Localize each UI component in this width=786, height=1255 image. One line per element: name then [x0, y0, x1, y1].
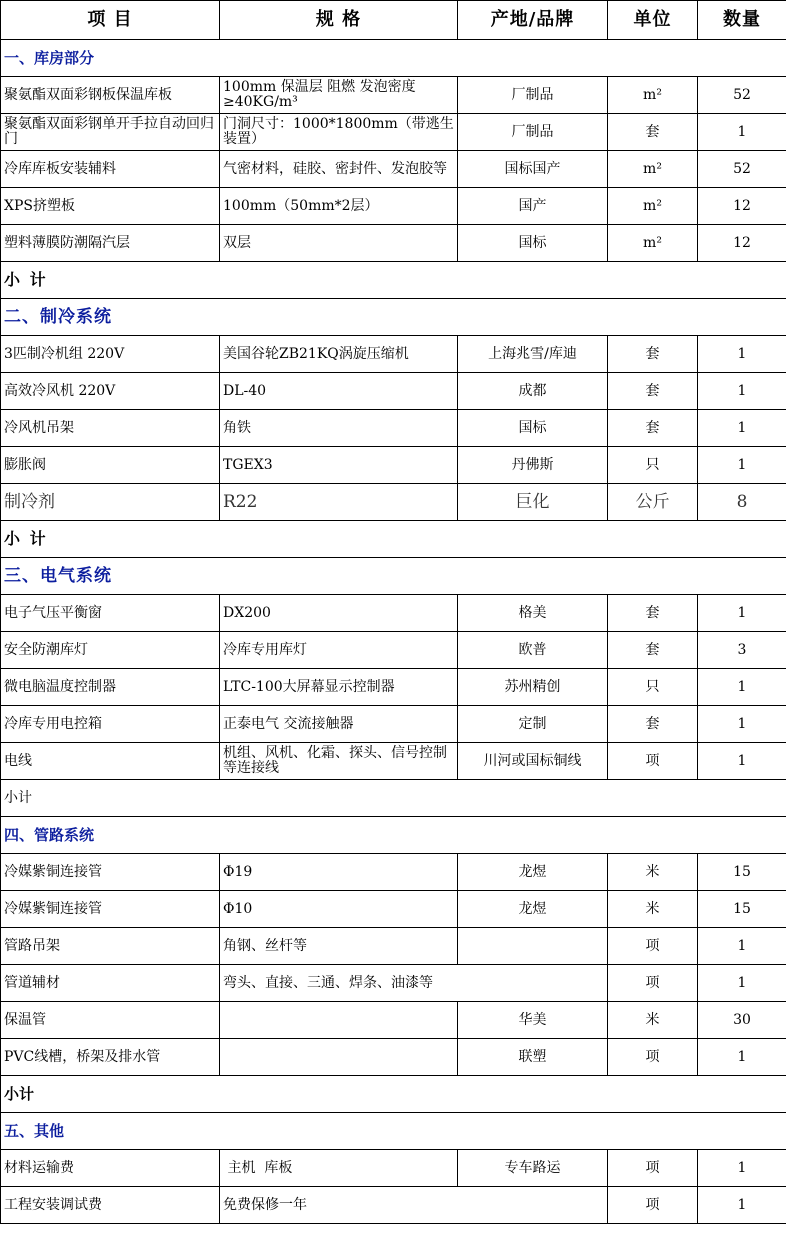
cell-item: 冷媒紫铜连接管	[1, 854, 220, 891]
cell-item: 冷库库板安装辅料	[1, 151, 220, 188]
cell-item: 高效冷风机 220V	[1, 373, 220, 410]
table-row	[1, 151, 786, 188]
cell-unit: 项	[608, 965, 698, 1002]
header-spec: 规 格	[220, 1, 458, 40]
subtotal-label: 小 计	[1, 262, 786, 299]
cell-item: 冷库专用电控箱	[1, 706, 220, 743]
cell-spec: Φ10	[220, 891, 458, 928]
cell-unit: 项	[608, 1150, 698, 1187]
cell-qty: 1	[698, 410, 786, 447]
cell-spec: Φ19	[220, 854, 458, 891]
table-row	[1, 706, 786, 743]
header-unit: 单位	[608, 1, 698, 40]
cell-spec: 主机 库板	[220, 1150, 458, 1187]
table-row	[1, 595, 786, 632]
cell-spec: 100mm（50mm*2层）	[220, 188, 458, 225]
cell-unit: m²	[608, 188, 698, 225]
cell-unit: 公斤	[608, 484, 698, 521]
cell-unit: 米	[608, 891, 698, 928]
table-row	[1, 928, 786, 965]
cell-qty: 1	[698, 706, 786, 743]
cell-qty: 15	[698, 854, 786, 891]
table-row	[1, 373, 786, 410]
cell-qty: 1	[698, 447, 786, 484]
cell-spec: R22	[220, 484, 458, 521]
cell-unit: 项	[608, 1039, 698, 1076]
table-row	[1, 743, 786, 780]
subtotal-row	[1, 1076, 786, 1113]
cell-spec: 机组、风机、化霜、探头、信号控制等连接线	[220, 743, 458, 780]
subtotal-label: 小 计	[1, 521, 786, 558]
cell-unit: 米	[608, 854, 698, 891]
cell-item: 冷风机吊架	[1, 410, 220, 447]
cell-qty: 15	[698, 891, 786, 928]
table-header-row	[1, 1, 786, 40]
cell-unit: 套	[608, 595, 698, 632]
cell-item: 聚氨酯双面彩钢单开手拉自动回归门	[1, 114, 220, 151]
cell-qty: 1	[698, 965, 786, 1002]
cell-qty: 1	[698, 595, 786, 632]
cell-origin	[458, 928, 608, 965]
subtotal-label: 小计	[1, 1076, 786, 1113]
header-qty: 数量	[698, 1, 786, 40]
cell-item: 安全防潮库灯	[1, 632, 220, 669]
section-title: 三、电气系统	[1, 558, 786, 595]
table-row	[1, 1187, 786, 1224]
cell-qty: 52	[698, 77, 786, 114]
cell-spec: 弯头、直接、三通、焊条、油漆等	[220, 965, 608, 1002]
cell-item: 管道辅材	[1, 965, 220, 1002]
cell-qty: 1	[698, 373, 786, 410]
cell-qty: 12	[698, 225, 786, 262]
cell-spec: DX200	[220, 595, 458, 632]
table-row	[1, 447, 786, 484]
cell-qty: 1	[698, 1039, 786, 1076]
cell-qty: 1	[698, 928, 786, 965]
cell-origin: 川河或国标铜线	[458, 743, 608, 780]
cell-qty: 12	[698, 188, 786, 225]
cell-spec: 气密材料，硅胶、密封件、发泡胶等	[220, 151, 458, 188]
cell-qty: 30	[698, 1002, 786, 1039]
table-row	[1, 891, 786, 928]
cell-spec: LTC-100大屏幕显示控制器	[220, 669, 458, 706]
section-title-row	[1, 40, 786, 77]
cell-item: 材料运输费	[1, 1150, 220, 1187]
table-row	[1, 336, 786, 373]
cell-spec: TGEX3	[220, 447, 458, 484]
header-origin: 产地/品牌	[458, 1, 608, 40]
cell-origin: 专车路运	[458, 1150, 608, 1187]
subtotal-label: 小计	[1, 780, 786, 817]
table-row	[1, 965, 786, 1002]
cell-item: 管路吊架	[1, 928, 220, 965]
table-row	[1, 1039, 786, 1076]
cell-origin: 联塑	[458, 1039, 608, 1076]
cell-origin: 欧普	[458, 632, 608, 669]
cell-origin: 丹佛斯	[458, 447, 608, 484]
subtotal-row	[1, 521, 786, 558]
cell-item: 冷媒紫铜连接管	[1, 891, 220, 928]
cell-unit: 套	[608, 706, 698, 743]
table-row	[1, 225, 786, 262]
cell-origin: 定制	[458, 706, 608, 743]
table-row	[1, 854, 786, 891]
cell-spec: 角钢、丝杆等	[220, 928, 458, 965]
cell-unit: 项	[608, 928, 698, 965]
cell-qty: 8	[698, 484, 786, 521]
cell-origin: 华美	[458, 1002, 608, 1039]
cell-unit: 项	[608, 743, 698, 780]
cell-spec: 冷库专用库灯	[220, 632, 458, 669]
cell-spec	[220, 1039, 458, 1076]
cell-qty: 1	[698, 336, 786, 373]
cell-origin: 国产	[458, 188, 608, 225]
section-title: 二、制冷系统	[1, 299, 786, 336]
cell-item: PVC线槽，桥架及排水管	[1, 1039, 220, 1076]
cell-spec: 100mm 保温层 阻燃 发泡密度≥40KG/m³	[220, 77, 458, 114]
cell-spec: 正泰电气 交流接触器	[220, 706, 458, 743]
cell-item: XPS挤塑板	[1, 188, 220, 225]
cell-qty: 3	[698, 632, 786, 669]
subtotal-row	[1, 780, 786, 817]
cell-spec: 门洞尺寸：1000*1800mm（带逃生装置）	[220, 114, 458, 151]
cell-qty: 1	[698, 114, 786, 151]
section-title-row	[1, 817, 786, 854]
section-title: 四、管路系统	[1, 817, 786, 854]
cell-unit: 只	[608, 669, 698, 706]
cell-origin: 厂制品	[458, 114, 608, 151]
cell-spec: 双层	[220, 225, 458, 262]
cell-item: 微电脑温度控制器	[1, 669, 220, 706]
table-row	[1, 1002, 786, 1039]
cell-origin: 国标	[458, 225, 608, 262]
cell-item: 电线	[1, 743, 220, 780]
cell-item: 3匹制冷机组 220V	[1, 336, 220, 373]
cell-unit: 套	[608, 336, 698, 373]
cell-item: 电子气压平衡窗	[1, 595, 220, 632]
cell-unit: 项	[608, 1187, 698, 1224]
table-row	[1, 1150, 786, 1187]
cell-origin: 国标	[458, 410, 608, 447]
cell-unit: 套	[608, 373, 698, 410]
cell-item: 保温管	[1, 1002, 220, 1039]
cell-spec: 免费保修一年	[220, 1187, 608, 1224]
table-row	[1, 484, 786, 521]
cell-spec: DL-40	[220, 373, 458, 410]
table-row	[1, 77, 786, 114]
section-title: 一、库房部分	[1, 40, 786, 77]
section-title-row	[1, 299, 786, 336]
cell-qty: 1	[698, 1187, 786, 1224]
cell-item: 制冷剂	[1, 484, 220, 521]
section-title-row	[1, 558, 786, 595]
table-row	[1, 410, 786, 447]
cell-origin: 国标国产	[458, 151, 608, 188]
cell-item: 塑料薄膜防潮隔汽层	[1, 225, 220, 262]
table-row	[1, 188, 786, 225]
subtotal-row	[1, 262, 786, 299]
cell-origin: 成都	[458, 373, 608, 410]
cell-item: 工程安装调试费	[1, 1187, 220, 1224]
cell-unit: 套	[608, 410, 698, 447]
cell-spec: 角铁	[220, 410, 458, 447]
table-row	[1, 632, 786, 669]
cell-unit: m²	[608, 151, 698, 188]
cell-spec: 美国谷轮ZB21KQ涡旋压缩机	[220, 336, 458, 373]
section-title: 五、其他	[1, 1113, 786, 1150]
cell-qty: 1	[698, 743, 786, 780]
cell-item: 膨胀阀	[1, 447, 220, 484]
cell-origin: 龙煜	[458, 854, 608, 891]
section-title-row	[1, 1113, 786, 1150]
cell-qty: 52	[698, 151, 786, 188]
cell-origin: 格美	[458, 595, 608, 632]
cell-qty: 1	[698, 669, 786, 706]
cell-origin: 苏州精创	[458, 669, 608, 706]
cell-unit: 套	[608, 114, 698, 151]
cell-unit: 套	[608, 632, 698, 669]
cell-unit: 米	[608, 1002, 698, 1039]
cell-unit: m²	[608, 225, 698, 262]
cell-origin: 厂制品	[458, 77, 608, 114]
header-item: 项 目	[1, 1, 220, 40]
cell-qty: 1	[698, 1150, 786, 1187]
cell-origin: 龙煜	[458, 891, 608, 928]
cell-unit: 只	[608, 447, 698, 484]
cell-spec	[220, 1002, 458, 1039]
table-row	[1, 114, 786, 151]
cell-origin: 巨化	[458, 484, 608, 521]
cell-item: 聚氨酯双面彩钢板保温库板	[1, 77, 220, 114]
table-row	[1, 669, 786, 706]
cell-unit: m²	[608, 77, 698, 114]
cell-origin: 上海兆雪/库迪	[458, 336, 608, 373]
